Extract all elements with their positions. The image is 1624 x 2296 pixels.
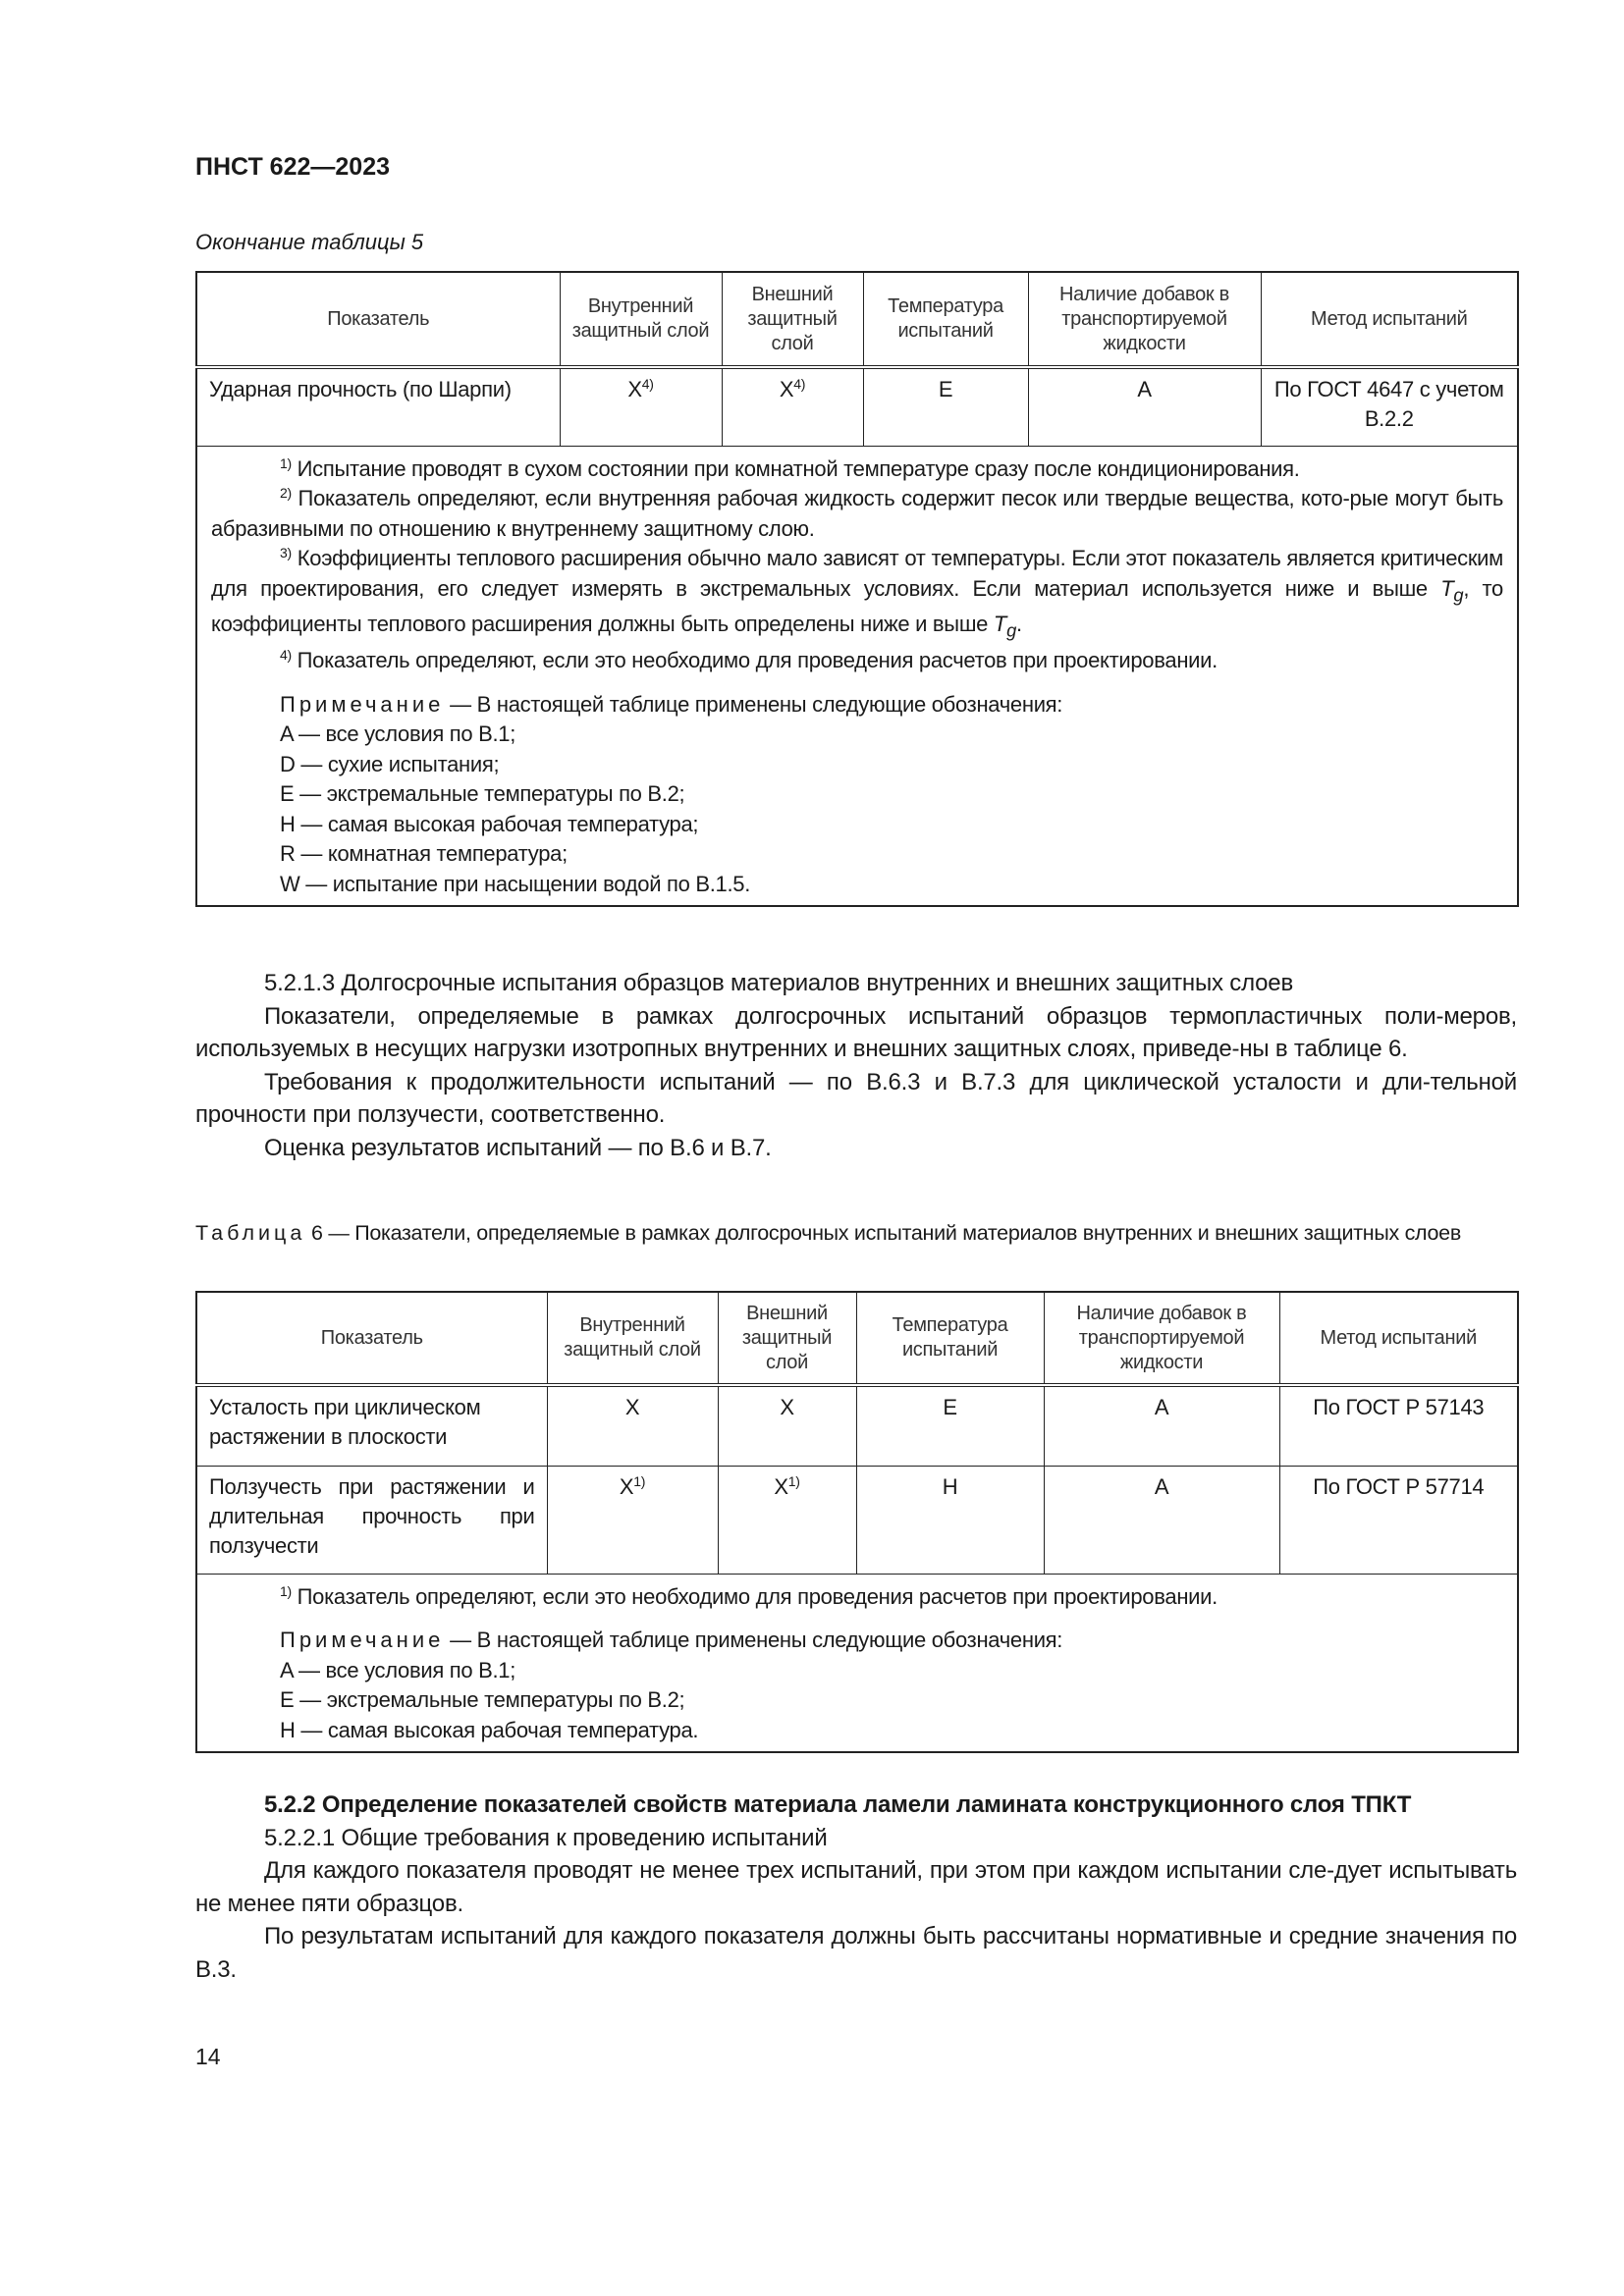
note-heading: Примечание — В настоящей таблице применены следующие обозначения:: [280, 691, 1063, 717]
footnote: $^{4)}$ Показатель определяют, если это необходимо для проведения расчетов при проектировании.: [280, 647, 1218, 673]
cell-outer: $X^{4)}$: [722, 367, 863, 446]
paragraph: Показатели, определяемые в рамках долгосрочных испытаний образцов термопластичных поли-меров, используемых в несущих нагрузки изотропных внутренних и внешних защитных слоях, приведе-ны в таблице 6.: [195, 1002, 1517, 1062]
table-notes-row: [196, 1574, 1518, 1752]
cell-additives: A: [1028, 367, 1261, 446]
note-item: E — экстремальные температуры по В.2;: [280, 781, 685, 807]
cell-additives: A: [1044, 1466, 1279, 1574]
table-notes: [196, 1574, 1518, 1752]
col-header: Внутренний защитный слой: [547, 1292, 718, 1385]
paragraph: Оценка результатов испытаний — по В.6 и В.7.: [264, 1134, 772, 1161]
cell-method: По ГОСТ Р 57143: [1279, 1385, 1518, 1466]
cell-additives: A: [1044, 1385, 1279, 1466]
table-header-row: [196, 272, 1518, 367]
table-row: [196, 1466, 1518, 1574]
note-item: H — самая высокая рабочая температура.: [280, 1717, 699, 1742]
note-item: A — все условия по В.1;: [280, 721, 516, 747]
note-item: H — самая высокая рабочая температура;: [280, 811, 699, 836]
col-header: Внутренний защитный слой: [560, 272, 722, 367]
footnote: $^{1)}$ Испытание проводят в сухом состоянии при комнатной температуре сразу после кондиционирования.: [280, 454, 1300, 481]
cell-temp: E: [863, 367, 1028, 446]
col-header: Температура испытаний: [856, 1292, 1044, 1385]
cell-method: По ГОСТ 4647 с учетом В.2.2: [1261, 367, 1518, 446]
note-item: D — сухие испытания;: [280, 751, 500, 776]
col-header: Наличие добавок в транспортируемой жидкости: [1044, 1292, 1279, 1385]
note-heading: Примечание — В настоящей таблице применены следующие обозначения:: [280, 1628, 1063, 1652]
paragraph: По результатам испытаний для каждого показателя должны быть рассчитаны нормативные и средние значения по В.3.: [195, 1923, 1517, 1983]
col-header: Внешний защитный слой: [722, 272, 863, 367]
table-row: [196, 367, 1518, 446]
paragraph: 5.2.2.1 Общие требования к проведению испытаний: [264, 1824, 828, 1851]
cell-method: По ГОСТ Р 57714: [1279, 1466, 1518, 1574]
note-item: A — все условия по В.1;: [280, 1657, 516, 1682]
table-header-row: [196, 1292, 1518, 1385]
col-header: Показатель: [196, 1292, 547, 1385]
document-id: ПНСТ 622—2023: [195, 153, 390, 181]
page-number: 14: [195, 2044, 221, 2069]
cell-inner: $X^{4)}$: [560, 367, 722, 446]
note-item: R — комнатная температура;: [280, 841, 568, 867]
section-5-2-1-3: [195, 967, 1517, 1164]
table-5: [195, 271, 1519, 907]
table-6: [195, 1291, 1519, 1753]
section-heading: 5.2.2 Определение показателей свойств материала ламели ламината конструкционного слоя ТПКТ: [264, 1791, 1412, 1818]
cell-outer: X: [718, 1385, 856, 1466]
table-notes: [196, 446, 1518, 906]
col-header: Метод испытаний: [1279, 1292, 1518, 1385]
footnote: $^{2)}$ Показатель определяют, если внутренняя рабочая жидкость содержит песок или твердые вещества, кото-рые могут быть абразивными по отношению к внутреннему защитному слою.: [211, 485, 1503, 541]
cell-inner: X: [547, 1385, 718, 1466]
footnote: $^{3)}$ Коэффициенты теплового расширения обычно мало зависят от температуры. Если этот показатель является критическим для проектирования, его следует измерять в экстремальных условиях. Если материал используется ниже и выше $T_g$, то коэффициенты теплового расширения должны быть определены ниже и выше $T_g$.: [211, 545, 1503, 641]
table-notes-row: [196, 446, 1518, 906]
cell-inner: $X^{1)}$: [547, 1466, 718, 1574]
table5-continuation-label: Окончание таблицы 5: [195, 230, 424, 254]
table6-caption: Таблица 6 — Показатели, определяемые в рамках долгосрочных испытаний материалов внутренних и внешних защитных слоев: [195, 1221, 1461, 1245]
cell-temp: E: [856, 1385, 1044, 1466]
paragraph: Для каждого показателя проводят не менее трех испытаний, при этом при каждом испытании сле-дует испытывать не менее пяти образцов.: [195, 1857, 1517, 1917]
footnote: $^{1)}$ Показатель определяют, если это необходимо для проведения расчетов при проектировании.: [280, 1582, 1218, 1609]
note-item: W — испытание при насыщении водой по В.1.5.: [280, 871, 751, 896]
col-header: Внешний защитный слой: [718, 1292, 856, 1385]
note-item: E — экстремальные температуры по В.2;: [280, 1687, 685, 1712]
paragraph: 5.2.1.3 Долгосрочные испытания образцов материалов внутренних и внешних защитных слоев: [264, 970, 1293, 996]
cell-indicator: Ударная прочность (по Шарпи): [196, 367, 560, 446]
cell-indicator: Ползучесть при растяжении и длительная прочность при ползучести: [196, 1466, 547, 1574]
col-header: Метод испытаний: [1261, 272, 1518, 367]
paragraph: Требования к продолжительности испытаний — по В.6.3 и В.7.3 для циклической усталости и дли-тельной прочности при ползучести, соответственно.: [195, 1068, 1517, 1128]
cell-temp: H: [856, 1466, 1044, 1574]
cell-indicator: Усталость при циклическом растяжении в плоскости: [196, 1385, 547, 1466]
col-header: Показатель: [196, 272, 560, 367]
col-header: Наличие добавок в транспортируемой жидкости: [1028, 272, 1261, 367]
col-header: Температура испытаний: [863, 272, 1028, 367]
table-row: [196, 1385, 1518, 1466]
section-5-2-2: [195, 1789, 1517, 1986]
cell-outer: $X^{1)}$: [718, 1466, 856, 1574]
